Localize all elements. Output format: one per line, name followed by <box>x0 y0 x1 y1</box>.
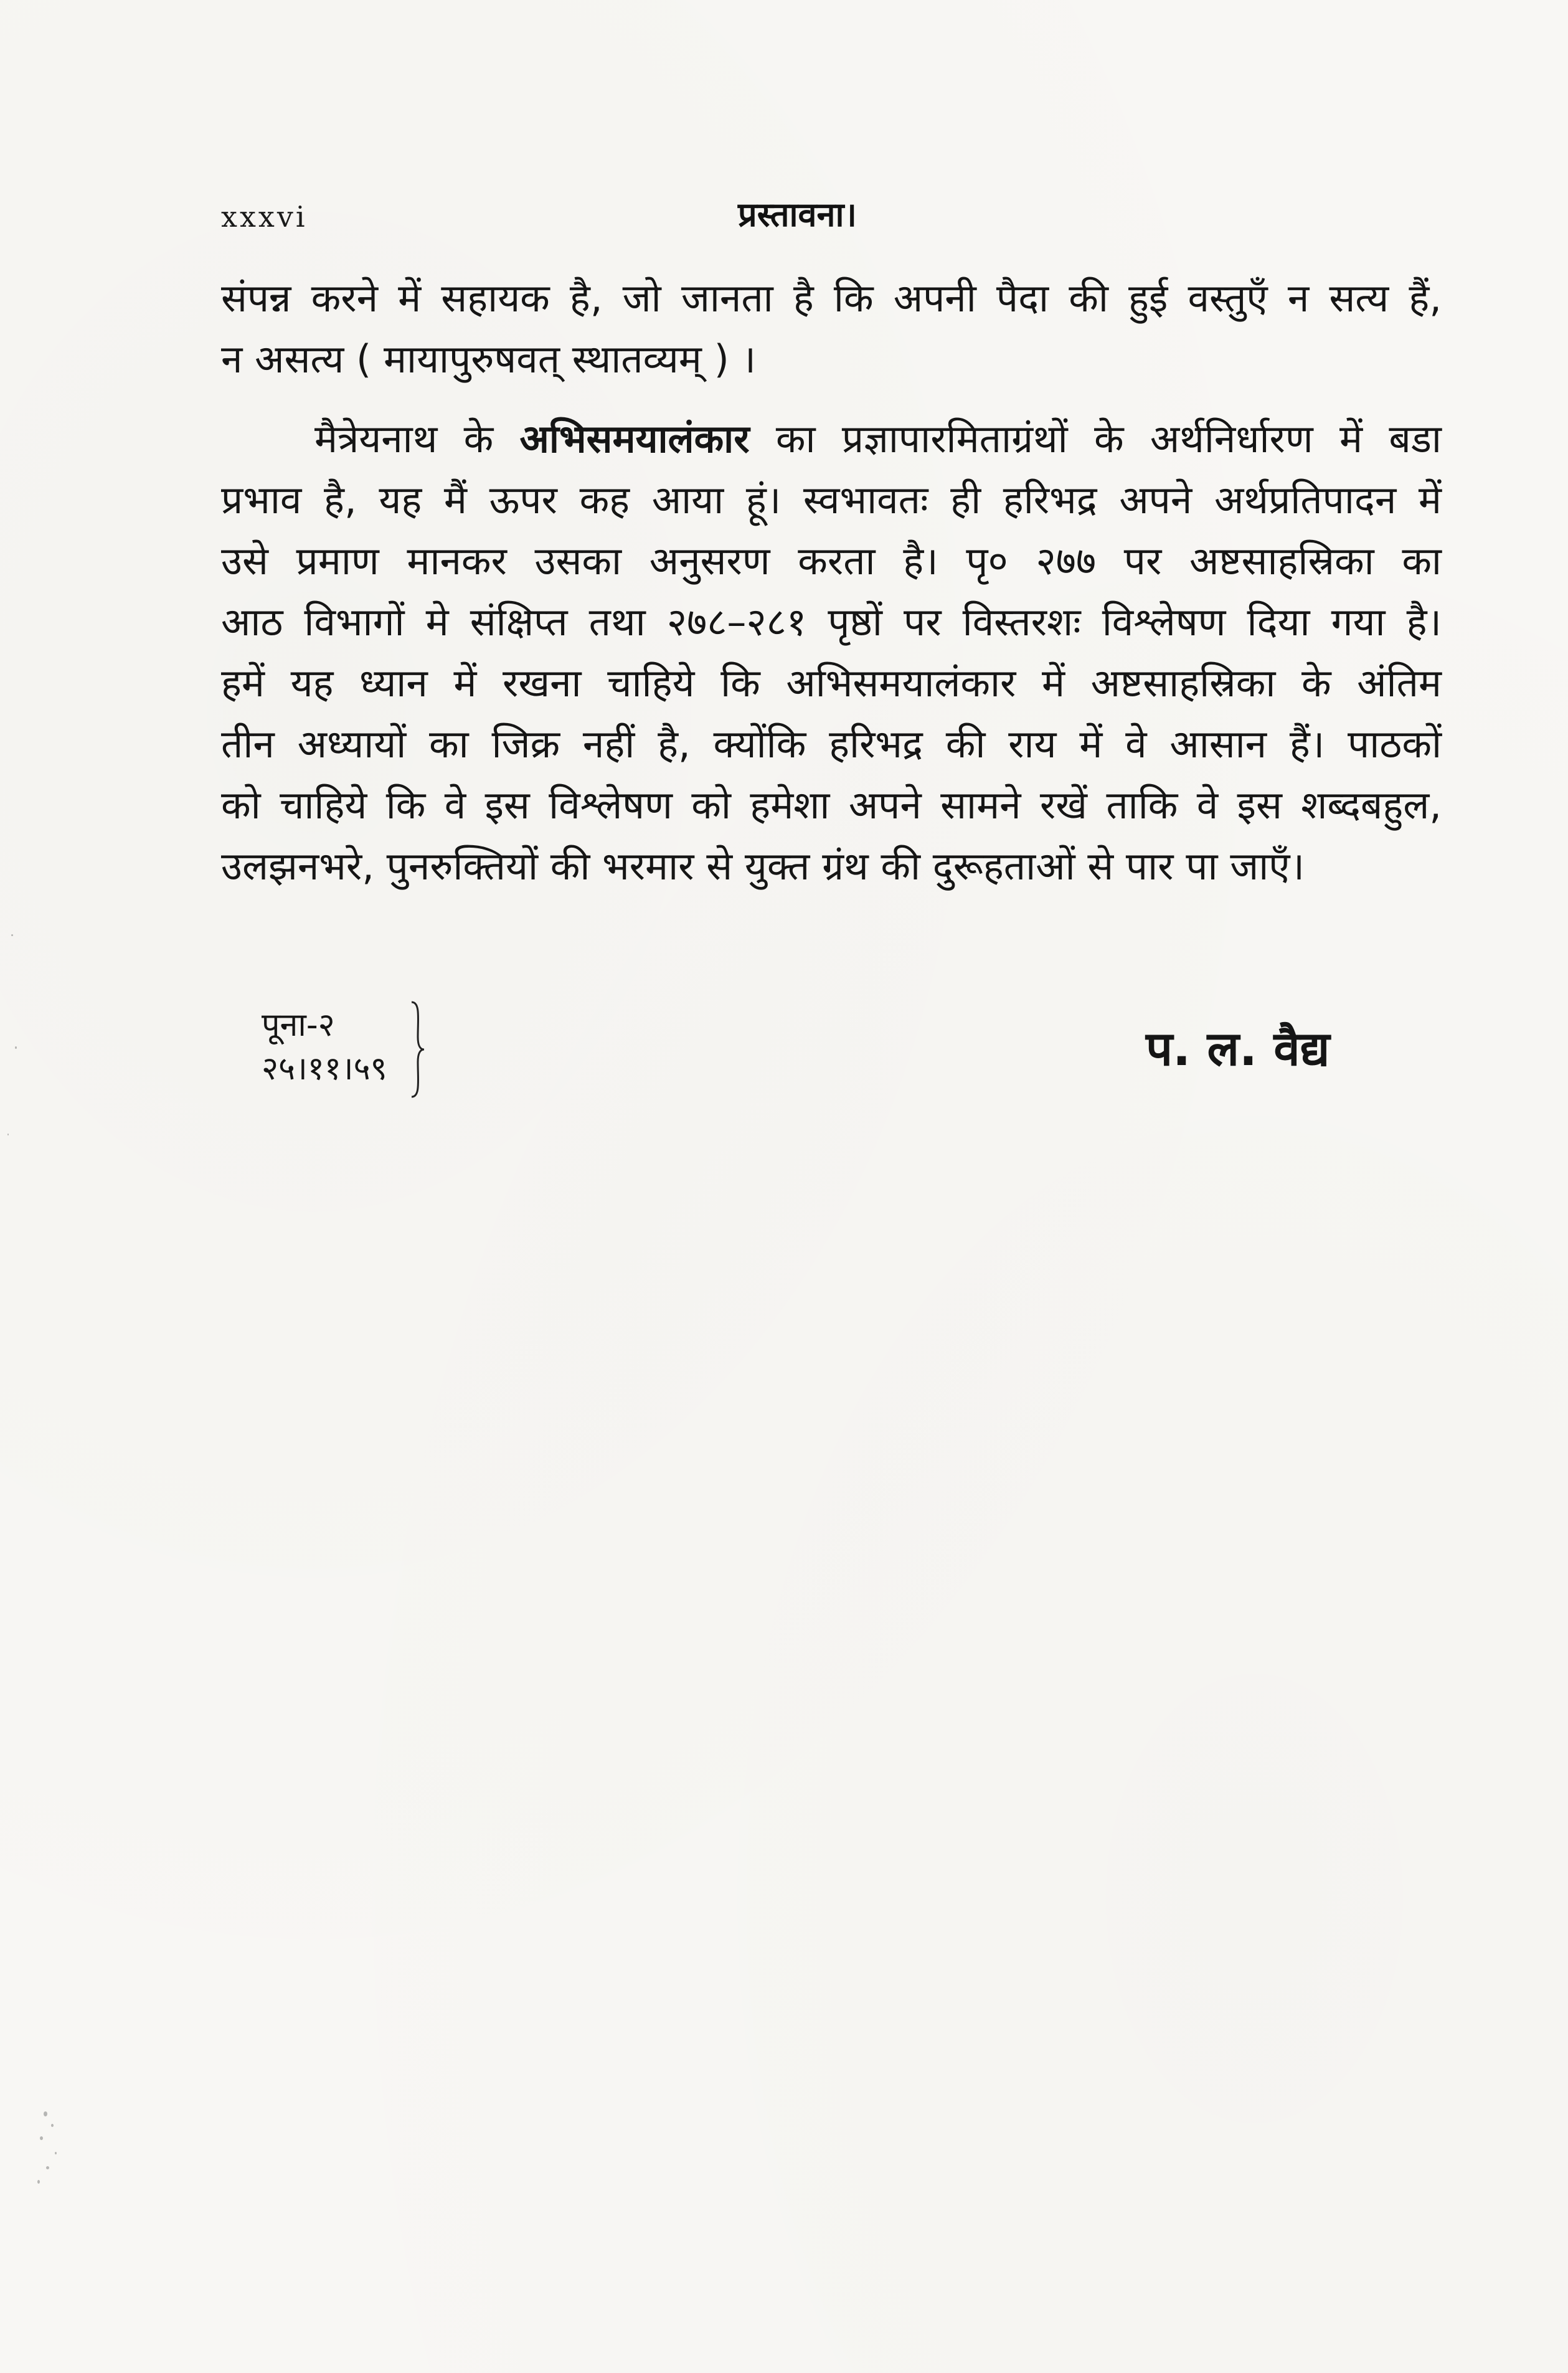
body-text <box>221 268 1442 897</box>
paragraph-line <box>221 409 1442 470</box>
paragraph-line: न असत्य ( मायापुरुषवत् स्थातव्यम् ) । <box>221 336 756 382</box>
running-title: प्रस्तावना। <box>738 195 857 234</box>
author-name: प. ल. वैद्य <box>1146 1021 1330 1076</box>
paragraph-line: हमें यह ध्यान में रखना चाहिये कि अभिसमयालंकार में अष्टसाहस्रिका के अंतिम <box>221 660 1442 706</box>
paragraph-line: को चाहिये कि वे इस विश्लेषण को हमेशा अपने सामने रखें ताकि वे इस शब्दबहुल, <box>221 782 1442 828</box>
paragraph-line: तीन अध्यायों का जिक्र नहीं है, क्योंकि हरिभद्र की राय में वे आसान हैं। पाठकों <box>221 721 1442 767</box>
paragraph-line: प्रभाव है, यह मैं ऊपर कह आया हूं। स्वभावतः ही हरिभद्र अपने अर्थप्रतिपादन में <box>221 477 1442 523</box>
paragraph-line: उलझनभरे, पुनरुक्तियों की भरमार से युक्त ग्रंथ की दुरूहताओं से पार पा जाएँ। <box>221 843 1305 889</box>
signature-block <box>262 1003 1432 1127</box>
text-run: मैत्रेयनाथ के <box>314 416 520 462</box>
emphasized-title: अभिसमयालंकार <box>519 416 750 462</box>
date-line: २५।११।५९ <box>262 1050 387 1087</box>
paragraph-line: उसे प्रमाण मानकर उसका अनुसरण करता है। पृ० २७७ पर अष्टसाहस्रिका का <box>221 538 1442 584</box>
paragraph-line: संपन्न करने में सहायक है, जो जानता है कि अपनी पैदा की हुई वस्तुएँ न सत्य हैं, <box>221 275 1442 321</box>
page-header <box>221 190 1442 246</box>
text-run: का प्रज्ञापारमिताग्रंथों के अर्थनिर्धारण में बडा <box>749 416 1442 462</box>
paragraph-2 <box>221 409 1442 897</box>
page-number: xxxvi <box>221 200 308 234</box>
place-line: पूना-२ <box>262 1007 335 1044</box>
curly-brace-icon <box>408 1000 427 1099</box>
paragraph-1 <box>221 268 1442 390</box>
paragraph-line: आठ विभागों मे संक्षिप्त तथा २७८–२८१ पृष्ठों पर विस्तरशः विश्लेषण दिया गया है। <box>221 599 1442 645</box>
